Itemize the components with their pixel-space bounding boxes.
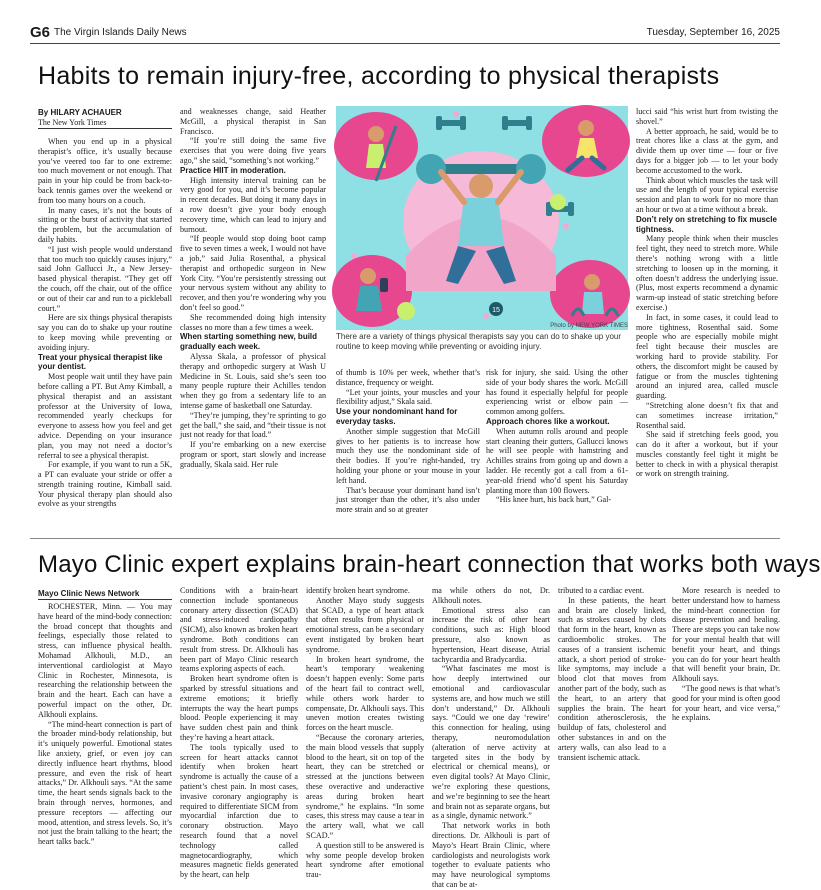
paragraph: Think about which muscles the task will use and the length of your typical exercise session and plan to work for no more than an hour or two at a time without a break.	[636, 175, 778, 214]
paragraph: ma while others do not, Dr. Alkhouli notes.	[432, 586, 550, 605]
paragraph: That network works in both directions. Dr. Alkhouli is part of Mayo’s Heart Brain Clinic, where cardiologists and neurologists work together to evaluate patients who may have neurological symptoms that can be at-	[432, 821, 550, 889]
paragraph: More research is needed to better understand how to harness the mind-heart connection for disease prevention and healing. There are steps you can take now for your mental health that will benefit your heart, and things you can do for your heart health that will benefit your brain, Dr. Alkhouli says.	[672, 586, 780, 684]
subheading: Practice HIIT in moderation.	[180, 165, 286, 175]
paragraph: She recommended doing high intensity classes no more than a few times a week.	[180, 312, 326, 332]
paragraph: She said if stretching feels good, you can do it after a workout, but if your muscles constantly feel tight it might be better to check in with a physical therapist or work on strength training.	[636, 430, 778, 479]
paragraph: Here are six things physical therapists say you can do to shake up your routine to keep moving while preventing or avoiding injury.	[38, 313, 172, 352]
article2-headline: Mayo Clinic expert explains brain-heart connection that works both ways	[38, 551, 821, 578]
paragraph: “If you’re still doing the same five exercises that you were doing five years ago,” she said, “something’s not working.”	[180, 136, 326, 165]
photo-credit: Photo by NEW YORK TIMES	[550, 323, 628, 329]
paragraph: “What fascinates me most is how deeply intertwined our emotional and cardiovascular systems are, and how much we still don’t understand,” Dr. Alkhouli says. “Could we one day ‘rewire’ this connection for healing, using therapy, neuromodulation (alteration of nerve activity at targeted sites in the body by electrical or chemical means), or even digital tools? At Mayo Clinic, we’re exploring these questions, and we’re beginning to see the heart and brain not as separate organs, but as a single, dynamic network.”	[432, 664, 550, 821]
paragraph: In these patients, the heart and brain are closely linked, such as strokes caused by clots that form in the heart, known as cardioembolic strokes. The causes of a transient ischemic attack, a short period of stroke-like symptoms, may include a blood clot that moves from another part of the body, such as the heart, to an artery that supplies the brain. The heart condition atherosclerosis, the buildup of fats, cholesterol and other substances in and on the artery walls, can also lead to a transient ischemic attack.	[558, 595, 666, 762]
subheading: Use your nondominant hand for everyday tasks.	[336, 407, 458, 426]
paragraph: In broken heart syndrome, the heart’s temporary weakening doesn’t happen evenly: Some parts of the heart fail to contract well, while others work harder to compensate, Dr. Alkhouli says. This uneven motion creates twisting forces on the heart muscle.	[306, 654, 424, 733]
section-divider	[30, 538, 780, 539]
page-number: G6	[30, 24, 51, 41]
paragraph: Another simple suggestion that McGill gives to her patients is to increase how much they use the nondominant side of their bodies. If you’re right-handed, try holding your phone or your mouse in your left hand.	[336, 426, 480, 485]
paragraph: “Because the coronary arteries, the main blood vessels that supply blood to the heart, sit on top of the heart, they can be stretched or stressed at the junctions between these overactive and underactive areas during broken heart syndrome,” he explains. “In some cases, this stress may cause a tear in the artery wall, what we call SCAD.”	[306, 732, 424, 840]
paragraph: A better approach, he said, would be to treat chores like a class at the gym, and divide them up over time — four or five days for a bigger job — to let your body become accustomed to the work.	[636, 126, 778, 175]
paragraph: That’s because your dominant hand isn’t just stronger than the other, it’s also under more strain and so at greater	[336, 485, 480, 515]
article2-column-4	[432, 586, 550, 889]
paragraph: “If people would stop doing boot camp five to seven times a week, I would not have a job,” said Julia Rosenthal, a physical therapist and orthopedic surgeon in New York City. “You’re persistently stressing out your nervous system without any ability to recover, and then you’re wondering why you don’t feel so good.”	[180, 234, 326, 312]
paragraph: “His knee hurt, his back hurt,” Gal-	[496, 495, 612, 505]
article1-column-2	[180, 107, 326, 527]
subheading: When starting something new, build gradually each week.	[180, 332, 318, 352]
paragraph: identify broken heart syndrome.	[306, 586, 410, 595]
article2-column-5	[558, 586, 666, 876]
article2-column-3	[306, 586, 424, 880]
paragraph: Emotional stress also can increase the risk of other heart conditions, such as: High blood pressure, also known as hypertension, Heart disease, Atrial tachycardia and Bradycardia.	[432, 605, 550, 664]
paragraph: When you end up in a physical therapist’s office, it’s usually because you’ve veered too far to one extreme: too much movement or not enough. That pain in your hip could be from back-to-back tennis games over the weekend or from too many hours on a couch.	[38, 137, 172, 205]
subheading: Treat your physical therapist like your dentist.	[38, 352, 163, 372]
article2-column-6	[672, 586, 780, 876]
subheading: Approach chores like a workout.	[486, 416, 610, 426]
photo-caption: There are a variety of things physical therapists say you can do to shake up your routine to keep moving while preventing or avoiding injury.	[336, 332, 622, 351]
article2-column-2	[180, 586, 298, 880]
paragraph: “The mind-heart connection is part of the broader mind-body relationship, but it’s uniquely powerful. Emotional states like anxiety, grief, or even joy can directly influence heart rhythms, blood pressure, and even the risk of heart attacks,” Dr. Alkhouli says. “At the same time, the heart sends signals back to the brain through nerves, hormones, and pressure receptors — affecting our mood, attention, and stress levels. So, it’s not just the brain talking to the heart; the heart talks back.”	[38, 719, 172, 847]
article1-column-3	[336, 368, 480, 528]
article1-column-5	[636, 107, 778, 527]
paragraph: When autumn rolls around and people start cleaning their gutters, Gallucci knows he will see people with hamstring and Achilles strains from going up and down a ladder. He recently got a call from a 61-year-old friend who’d spent his Saturday planting more than 100 flowers.	[486, 426, 628, 495]
masthead	[30, 24, 780, 44]
paragraph: “Let your joints, your muscles and your flexibility adjust,” Skala said.	[336, 387, 480, 407]
paragraph: In fact, in some cases, it could lead to more tightness, Rosenthal said. Some people who are especially mobile might feel tight because their muscles are working hard to provide stability. For others, the discomfort might be caused by fatigue or from the muscles tightening around an injured area, called muscle guarding.	[636, 312, 778, 401]
newspaper-name: The Virgin Islands Daily News	[54, 27, 187, 38]
paragraph: and weaknesses change, said Heather McGill, a physical therapist in San Francisco.	[180, 107, 326, 136]
article2-column-1	[38, 602, 172, 876]
paragraph: In many cases, it’s not the bouts of sitting or the burst of activity that started the problem, but the accumulation of daily habits.	[38, 205, 172, 244]
paragraph: lucci said “his wrist hurt from twisting the shovel.”	[636, 107, 778, 126]
paragraph: Alyssa Skala, a professor of physical therapy and orthopedic surgery at Wash U Medicine in St. Louis, said she’s seen too many people rupture their Achilles tendon when they go from a sedentary life to an intense game of basketball one Saturday.	[180, 351, 326, 410]
paragraph: “I just wish people would understand that too much too quickly causes injury,” said John Gallucci Jr., a New Jersey-based physical therapist. “They get off the couch, off the chair, out of the office or out of their car and run to a pickleball court.”	[38, 244, 172, 313]
paragraph: “The good news is that what’s good for your mind is often good for your heart, and vice versa,” he explains.	[672, 683, 780, 723]
paragraph: “They’re jumping, they’re sprinting to go get the ball,” she said, and “their tissue is not just not ready for that load.”	[180, 410, 326, 440]
paragraph: Many people think when their muscles feel tight, they need to stretch more. While there’s nothing wrong with a little stretching to loosen up in the morning, it often doesn’t address the underlying issue. (Plus, most experts recommend a dynamic warm-up instead of static stretching before exercise.)	[636, 234, 778, 312]
paragraph: Most people wait until they have pain before calling a PT. But Amy Kimball, a physical therapist and an assistant professor at the University of Iowa, recommended yearly checkups for everyone to assess how you feel and get advice. Depending on your insurance plan, you may not need a doctor’s referral to see a physical therapist.	[38, 372, 172, 460]
paragraph: ROCHESTER, Minn. — You may have heard of the mind-body connection: the broad concept that thoughts and feelings, especially those related to stress, can influence physical health. Mohamad Alkhouli, M.D., an interventional cardiologist at Mayo Clinic in Rochester, Minnesota, is researching the relationship between the brain and the heart. Each can have a powerful impact on the other, Dr. Alkhouli explains.	[38, 602, 172, 719]
paragraph: A question still to be answered is why some people develop broken heart syndrome after emotional trau-	[306, 840, 424, 880]
paragraph: “Stretching alone doesn’t fix that and can sometimes increase irritation,” Rosenthal said.	[636, 400, 778, 430]
paragraph: High intensity interval training can be very good for you, and it’s become popular in recent decades. But doing it many days in a row doesn’t give your body enough recovery time, which can lead to injury and burnout.	[180, 175, 326, 234]
subheading: Don’t rely on stretching to fix muscle tightness.	[636, 214, 777, 234]
fitness-illustration	[336, 106, 628, 330]
paragraph: Broken heart syndrome often is sparked by stressful situations and extreme emotions; it briefly interrupts the way the heart pumps blood. People experiencing it may have sudden chest pain and think they’re having a heart attack.	[180, 674, 298, 742]
article2-byline: Mayo Clinic News Network	[38, 589, 172, 600]
author-org: The New York Times	[38, 118, 107, 127]
illustration-badge: 15	[492, 307, 500, 314]
paragraph: If you’re embarking on a new exercise program or sport, start slowly and increase gradually, Skala said. Her rule	[180, 440, 326, 469]
paragraph: Another Mayo study suggests that SCAD, a type of heart attack that often results from physical or emotional stress, can be a secondary event instigated by broken heart syndrome.	[306, 595, 424, 654]
paragraph: For example, if you want to run a 5K, a PT can evaluate your stride or offer a strength training routine, Kimball said. Your physical therapy plan should also evolve as your strengths	[38, 460, 172, 509]
article-illustration	[336, 106, 628, 330]
article1-column-4	[486, 368, 628, 528]
article1-headline: Habits to remain injury-free, according to physical therapists	[38, 62, 720, 90]
paragraph: risk for injury, she said. Using the other side of your body shares the work. McGill has found it especially helpful for people experiencing wrist or elbow pain — common among golfers.	[486, 368, 628, 417]
paragraph: Conditions with a brain-heart connection include spontaneous coronary artery dissection (SCAD) and stress-induced cardiopathy (SICM), also known as broken heart syndrome. Both conditions can result from stress. Dr. Alkhouli has been part of Mayo Clinic research teams exploring aspects of each.	[180, 586, 298, 674]
paragraph: The tools typically used to screen for heart attacks cannot identify when broken heart syndrome is actually the cause of a patient’s chest pain. In most cases, invasive coronary angiography is required to differentiate SICM from myocardial infarction due to coronary obstruction. Mayo research found that a novel technology called magnetocardiography, which measures magnetic fields generated by the heart, can help	[180, 742, 298, 880]
issue-date: Tuesday, September 16, 2025	[646, 27, 780, 38]
paragraph: of thumb is 10% per week, whether that’s distance, frequency or weight.	[336, 368, 480, 387]
article1-column-1	[38, 137, 172, 527]
article1-byline	[38, 108, 172, 129]
paragraph: tributed to a cardiac event.	[558, 586, 645, 595]
author-name: By HILARY ACHAUER	[38, 108, 122, 117]
